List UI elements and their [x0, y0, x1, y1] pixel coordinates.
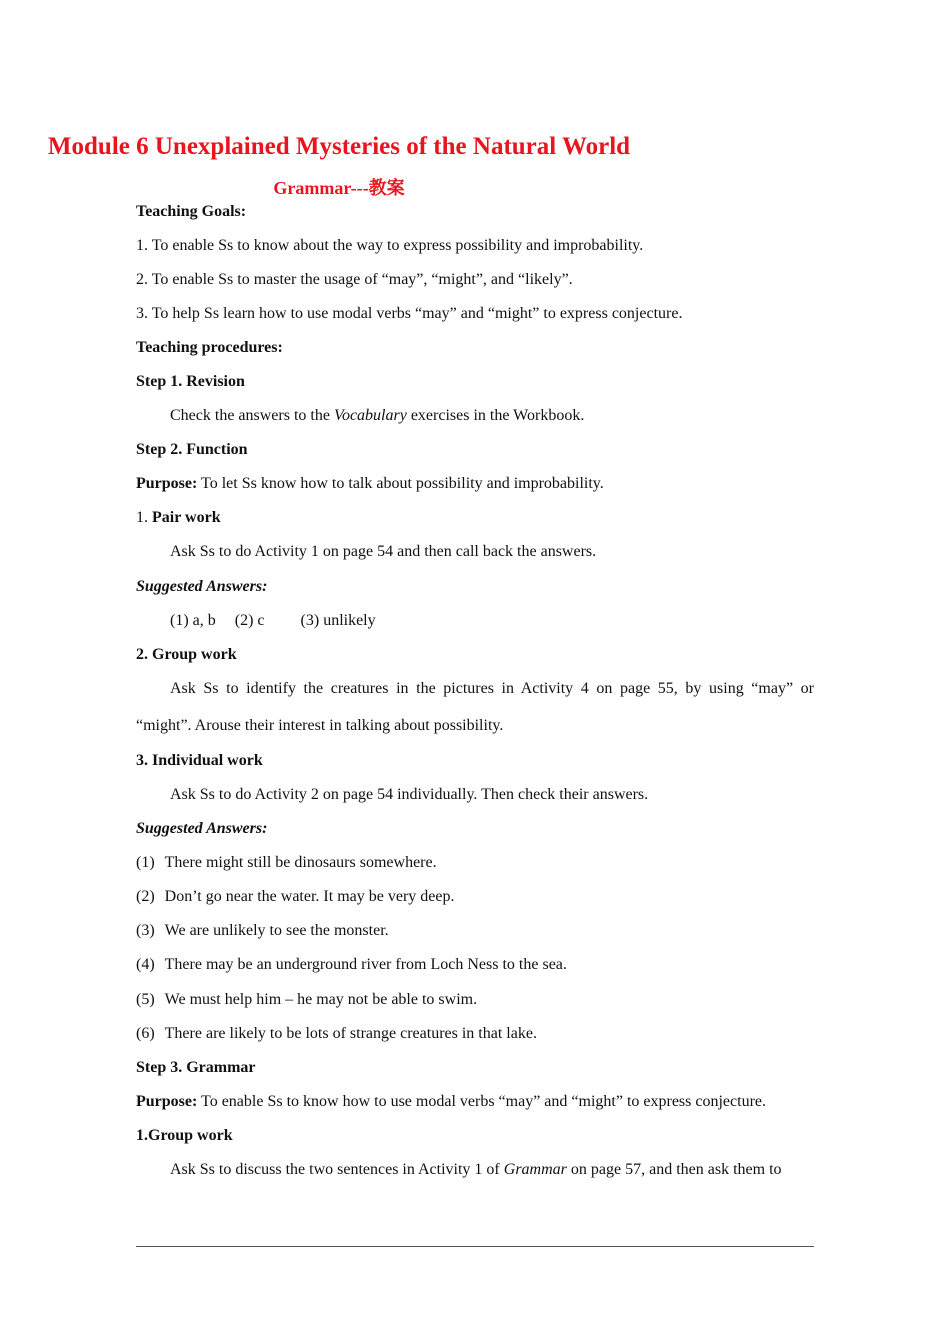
step3-purpose: [136, 1092, 814, 1112]
answer-item: (2) c: [234, 612, 265, 629]
teaching-goals-heading: Teaching Goals:: [136, 203, 247, 220]
answer-item: [136, 990, 814, 1010]
step2-purpose: [136, 474, 814, 494]
procedures-heading: Teaching procedures:: [136, 339, 283, 356]
group-work-text-line2: “might”. Arouse their interest in talking about possibility.: [136, 717, 504, 734]
step1-heading: Step 1. Revision: [136, 373, 245, 390]
answer-number: (4): [136, 956, 155, 973]
grammar-text-italic: Grammar: [503, 1161, 567, 1178]
answer-item: [136, 887, 814, 907]
step1-text: [136, 406, 848, 426]
purpose-text: To let Ss know how to talk about possibility and improbability.: [197, 475, 604, 492]
individual-work-text: Ask Ss to do Activity 2 on page 54 individually. Then check their answers.: [170, 786, 649, 803]
pair-work-number: 1.: [136, 509, 152, 526]
answer-item: [136, 955, 814, 975]
suggested-answers-label: Suggested Answers:: [136, 578, 268, 595]
footer-divider: [136, 1246, 814, 1247]
answer-text: We are unlikely to see the monster.: [164, 922, 389, 939]
answer-number: (5): [136, 991, 155, 1008]
step1-text-after: exercises in the Workbook.: [406, 407, 585, 424]
step1-text-italic: Vocabulary: [333, 407, 407, 424]
grammar-text-after: on page 57, and then ask them to: [566, 1161, 782, 1178]
answer-item: (3) unlikely: [300, 612, 376, 629]
grammar-group-work-heading: 1.Group work: [136, 1127, 233, 1144]
answer-item: (1) a, b: [170, 612, 216, 629]
answer-number: (3): [136, 922, 155, 939]
answer-item: [136, 853, 814, 873]
group-work-text-line1: Ask Ss to identify the creatures in the pictures in Activity 4 on page 55, by using “may” or: [170, 680, 814, 697]
answer-text: Don’t go near the water. It may be very deep.: [164, 888, 455, 905]
answer-text: We must help him – he may not be able to swim.: [164, 991, 478, 1008]
step1-text-before: Check the answers to the: [170, 407, 334, 424]
answer-item: [136, 921, 814, 941]
group-work-heading: 2. Group work: [136, 646, 237, 663]
goal-item: 2. To enable Ss to master the usage of “may”, “might”, and “likely”.: [136, 271, 573, 288]
grammar-text-before: Ask Ss to discuss the two sentences in Activity 1 of: [170, 1161, 504, 1178]
answer-number: (1): [136, 854, 155, 871]
answer-number: (2): [136, 888, 155, 905]
answer-number: (6): [136, 1025, 155, 1042]
pair-answers: [136, 611, 848, 631]
answer-text: There might still be dinosaurs somewhere.: [164, 854, 437, 871]
page-subtitle: Grammar---教案: [273, 178, 405, 198]
step3-heading: Step 3. Grammar: [136, 1059, 256, 1076]
step2-heading: Step 2. Function: [136, 441, 248, 458]
purpose-label: Purpose:: [136, 1093, 198, 1110]
answer-item: [136, 1024, 814, 1044]
grammar-group-work-text: [136, 1160, 848, 1180]
pair-work-text: Ask Ss to do Activity 1 on page 54 and then call back the answers.: [170, 543, 597, 560]
answer-text: There are likely to be lots of strange creatures in that lake.: [164, 1025, 537, 1042]
individual-work-heading: 3. Individual work: [136, 752, 263, 769]
goal-item: 1. To enable Ss to know about the way to express possibility and improbability.: [136, 237, 644, 254]
purpose-text: To enable Ss to know how to use modal verbs “may” and “might” to express conjecture.: [197, 1093, 766, 1110]
pair-work-label: Pair work: [152, 509, 221, 526]
goal-item: 3. To help Ss learn how to use modal verbs “may” and “might” to express conjecture.: [136, 305, 683, 322]
suggested-answers-label: Suggested Answers:: [136, 820, 268, 837]
page-title: Module 6 Unexplained Mysteries of the Natural World: [47, 133, 631, 160]
answer-text: There may be an underground river from Loch Ness to the sea.: [164, 956, 567, 973]
purpose-label: Purpose:: [136, 475, 198, 492]
pair-work-heading: [136, 508, 814, 528]
